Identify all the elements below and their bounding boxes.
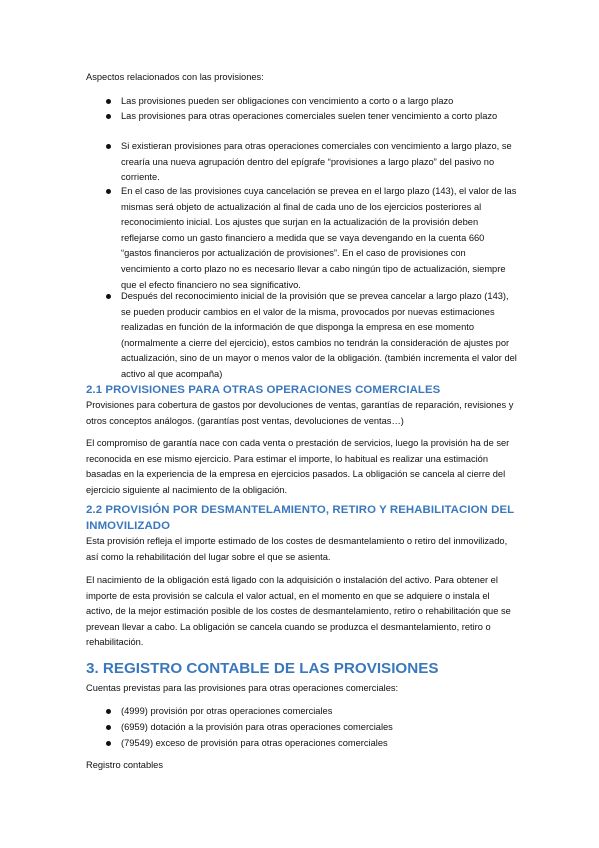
bullet-icon (106, 110, 112, 116)
section-2-1-paragraph-2: El compromiso de garantía nace con cada venta o prestación de servicios, luego la provisión ha de ser reconocida en ese mismo ejercicio. Para estimar el importe, lo habitual es realizar una estimación basadas en la experiencia de la empresa en ejercicios pasados. La obligación se cancela al cierre del ejercicio siguiente al nacimiento de la obligación. (86, 438, 510, 495)
bullet-icon (106, 290, 112, 296)
list-item: Las provisiones pueden ser obligaciones con vencimiento a corto o a largo plazo (121, 96, 454, 106)
list-item: (6959) dotación a la provisión para otras operaciones comerciales (121, 722, 393, 732)
section-2-1-paragraph-1: Provisiones para cobertura de gastos por devoluciones de ventas, garantías de reparación, revisiones y otros conceptos análogos. (garantías post ventas, devoluciones de ventas…) (86, 400, 514, 426)
bullet-icon (106, 737, 112, 743)
section-3-intro: Cuentas previstas para las provisiones para otras operaciones comerciales: (86, 683, 399, 693)
section-heading-3: 3. REGISTRO CONTABLE DE LAS PROVISIONES (86, 660, 439, 677)
bullet-icon (106, 721, 112, 727)
list-item: Si existieran provisiones para otras operaciones comerciales con vencimiento a largo plazo, se crearía una nueva agrupación dentro del epígrafe “provisiones a largo plazo” del pasivo no corriente. (121, 141, 512, 183)
list-item: Las provisiones para otras operaciones comerciales suelen tener vencimiento a corto plazo (121, 111, 498, 121)
section-heading-2-1: 2.1 PROVISIONES PARA OTRAS OPERACIONES COMERCIALES (86, 384, 441, 396)
section-2-2-paragraph-1: Esta provisión refleja el importe estimado de los costes de desmantelamiento o retiro del inmovilizado, así como la rehabilitación del lugar sobre el que se asienta. (86, 536, 508, 562)
section-heading-2-2: 2.2 PROVISIÓN POR DESMANTELAMIENTO, RETIRO Y REHABILITACION DEL INMOVILIZADO (86, 504, 515, 532)
list-item: (4999) provisión por otras operaciones comerciales (121, 706, 333, 716)
footer-text: Registro contables (86, 760, 163, 770)
list-item: (79549) exceso de provisión para otras operaciones comerciales (121, 738, 388, 748)
bullet-icon (106, 185, 112, 191)
section-2-2-paragraph-2: El nacimiento de la obligación está ligado con la adquisición o instalación del activo. Para obtener el importe de esta provisión se calcula el valor actual, en el momento en que se adquiere o instala el activo, de la mejor estimación posible de los costes de desmantelamiento, retiro o rehabilitación que se prevean llevar a cabo. La obligación se cancela cuando se produzca el desmantelamiento, retiro o rehabilitación. (86, 575, 511, 648)
list-item: En el caso de las provisiones cuya cancelación se prevea en el largo plazo (143), el valor de las mismas será objeto de actualización al final de cada uno de los ejercicios posteriores al reconocimiento inicial. Los ajustes que surjan en la actualización de la provisión deben reflejarse como un gasto financiero a medida que se vaya devengando en la cuenta 660 “gastos financieros por actualización de provisiones”. En el caso de provisiones con vencimiento a corto plazo no es necesario llevar a cabo ningún tipo de actualización, siempre que el efecto financiero no sea significativo. (121, 186, 517, 290)
bullet-icon (106, 95, 112, 101)
bullet-icon (106, 705, 112, 711)
list-item: Después del reconocimiento inicial de la provisión que se prevea cancelar a largo plazo (143), se pueden producir cambios en el valor de la misma, provocados por nuevas estimaciones realizadas en función de la información de que disponga la empresa en ese momento (normalmente a cierre del ejercicio), estos cambios no tendrán la consideración de ajustes por actualización, sino de un mayor o menos valor de la obligación. (también incrementa el valor del activo al que acompaña) (121, 291, 517, 379)
intro-text: Aspectos relacionados con las provisiones: (86, 72, 264, 82)
bullet-icon (106, 140, 112, 146)
